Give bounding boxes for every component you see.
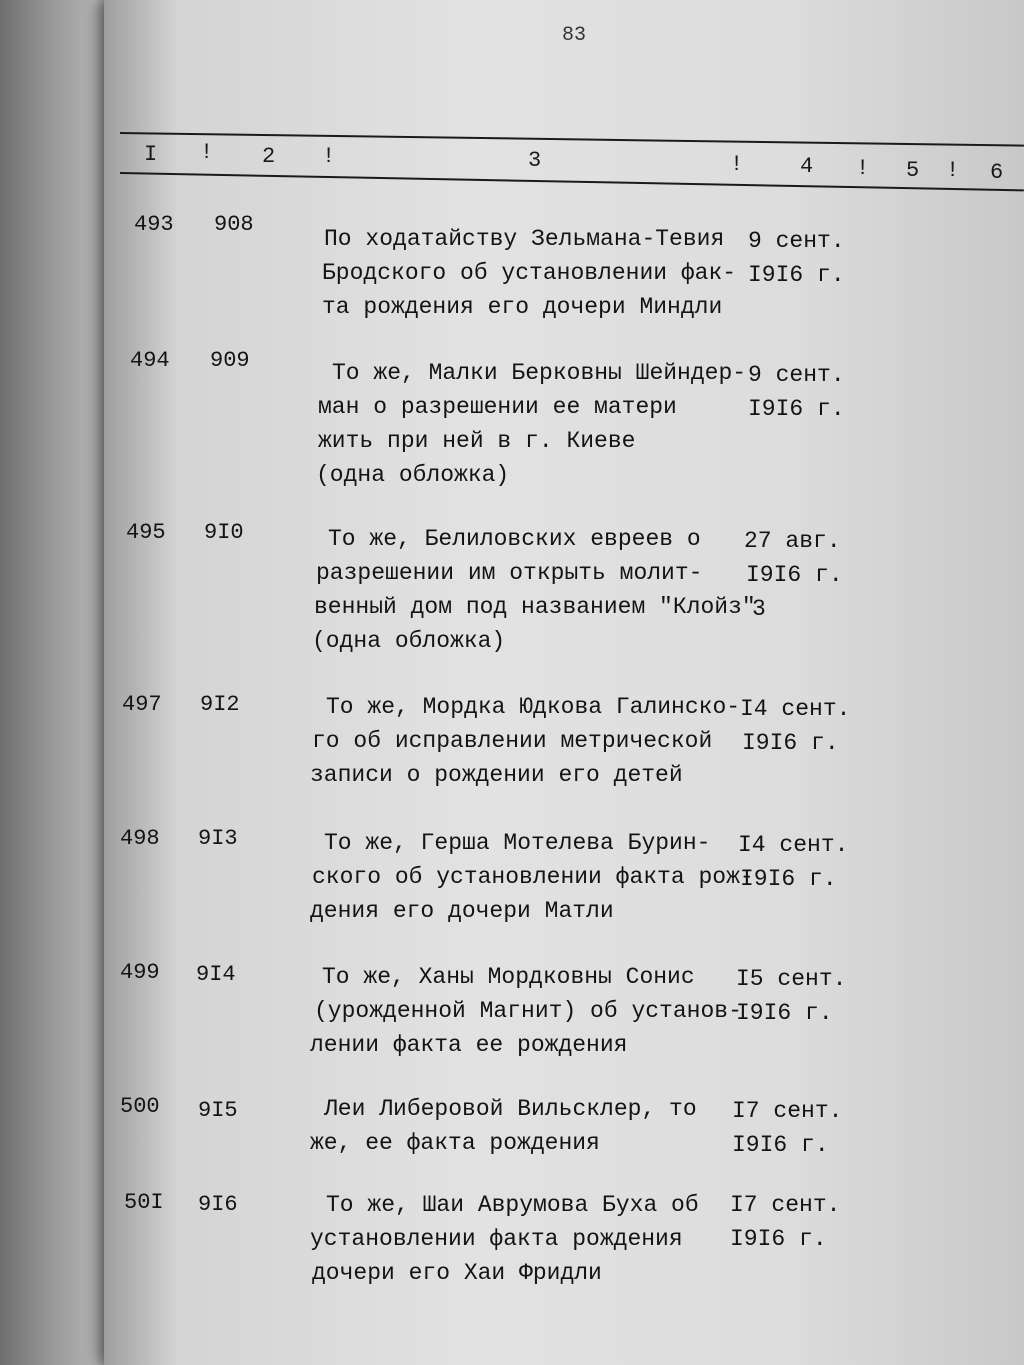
column-header-4: 4 <box>800 154 814 179</box>
row-description-line: (одна обложка) <box>312 628 506 654</box>
row-description-line: (одна обложка) <box>316 462 510 488</box>
file-number: 9I2 <box>200 692 240 717</box>
row-description-line: установлении факта рождения <box>310 1226 683 1252</box>
page-number: 83 <box>562 24 587 47</box>
row-description-line: дочери его Хаи Фридли <box>312 1260 602 1286</box>
row-description-line: венный дом под названием "Клойз" <box>314 594 756 620</box>
row-date-line: 27 авг. <box>744 528 841 554</box>
row-description-line: (урожденной Магнит) об установ- <box>314 998 742 1024</box>
row-description-line: ман о разрешении ее матери <box>318 394 677 420</box>
file-number: 9I3 <box>198 826 238 851</box>
column-separator: ! <box>200 140 214 165</box>
file-number: 9I4 <box>196 962 236 987</box>
row-date-line: I7 сент. <box>732 1098 843 1124</box>
row-description-line: То же, Шаи Аврумова Буха об <box>326 1192 699 1218</box>
column-header-1: I <box>144 142 158 167</box>
row-date-line: I9I6 г. <box>746 562 843 588</box>
row-date-line: I4 сент. <box>738 832 849 858</box>
row-date-line: I7 сент. <box>730 1192 841 1218</box>
row-description-line: же, ее факта рождения <box>310 1130 600 1156</box>
column-header-6: 6 <box>990 160 1004 185</box>
row-number: 498 <box>120 826 160 851</box>
row-description-line: Бродского об установлении фак- <box>322 260 737 286</box>
row-description-line: записи о рождении его детей <box>310 762 683 788</box>
file-number: 9I0 <box>204 520 244 545</box>
row-date-line: I4 сент. <box>740 696 851 722</box>
row-description-line: Леи Либеровой Вильсклер, то <box>324 1096 697 1122</box>
row-description-line: дения его дочери Матли <box>310 898 614 924</box>
column-header-2: 2 <box>262 144 276 169</box>
row-number: 499 <box>120 960 160 985</box>
row-number: 497 <box>122 692 162 717</box>
row-date-line: 9 сент. <box>748 228 845 254</box>
file-number: 909 <box>210 348 250 373</box>
column-header-5: 5 <box>906 158 920 183</box>
row-number: 495 <box>126 520 166 545</box>
column-separator: ! <box>856 156 870 181</box>
column-header-3: 3 <box>528 148 542 173</box>
adjacent-page-edge <box>0 0 120 1365</box>
row-date-line: I9I6 г. <box>742 730 839 756</box>
row-date-line: I9I6 г. <box>730 1226 827 1252</box>
column-separator: ! <box>946 158 960 183</box>
row-number: 493 <box>134 212 174 237</box>
row-description-line: ского об установлении факта рож- <box>312 864 754 890</box>
row-description-line: жить при ней в г. Киеве <box>318 428 636 454</box>
row-number: 494 <box>130 348 170 373</box>
header-rule-top <box>120 132 1024 147</box>
row-description-line: То же, Мордка Юдкова Галинско- <box>326 694 741 720</box>
row-date-line: 9 сент. <box>748 362 845 388</box>
row-date-line: I9I6 г. <box>736 1000 833 1026</box>
file-number: 9I6 <box>198 1192 238 1217</box>
document-page <box>104 0 1024 1365</box>
file-number: 9I5 <box>198 1098 238 1123</box>
row-description-line: По ходатайству Зельмана-Тевия <box>324 226 725 252</box>
row-date-line: I5 сент. <box>736 966 847 992</box>
column-separator: ! <box>322 144 336 169</box>
column-separator: ! <box>730 152 744 177</box>
row-description-line: го об исправлении метрической <box>312 728 713 754</box>
row-date-line: I9I6 г. <box>748 396 845 422</box>
row-description-line: То же, Малки Берковны Шейндер- <box>332 360 747 386</box>
row-date-line: I9I6 г. <box>740 866 837 892</box>
row-description-line: разрешении им открыть молит- <box>316 560 703 586</box>
row-description-line: та рождения его дочери Миндли <box>322 294 723 320</box>
row-date-line: I9I6 г. <box>748 262 845 288</box>
row-description-line: То же, Герша Мотелева Бурин- <box>324 830 711 856</box>
row-description-line: То же, Ханы Мордковны Сонис <box>322 964 695 990</box>
row-number: 500 <box>120 1094 160 1119</box>
file-number: 908 <box>214 212 254 237</box>
row-number: 50I <box>124 1190 164 1215</box>
row-description-line: То же, Белиловских евреев о <box>328 526 701 552</box>
row-date-line: I9I6 г. <box>732 1132 829 1158</box>
row-volume-number: 3 <box>752 596 766 622</box>
header-rule-bottom <box>120 172 1024 191</box>
row-description-line: лении факта ее рождения <box>310 1032 628 1058</box>
